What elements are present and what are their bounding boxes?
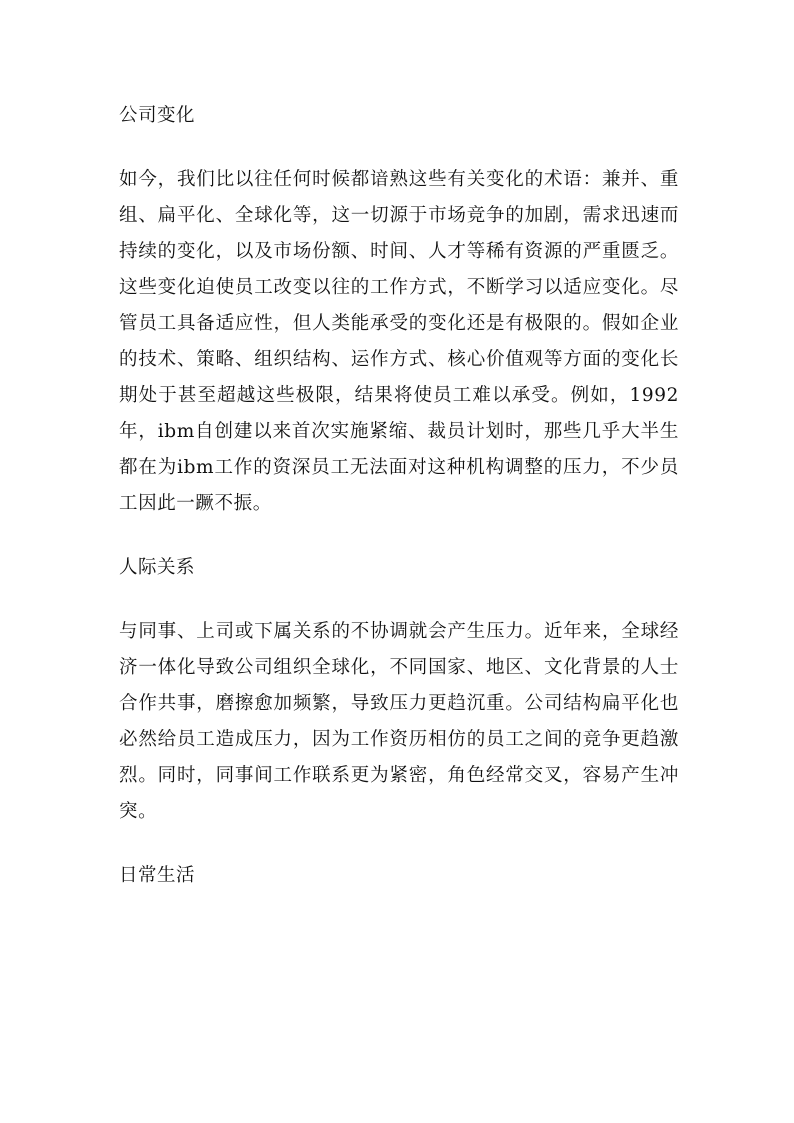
section-paragraph-company-change: 如今，我们比以往任何时候都谙熟这些有关变化的术语：兼并、重组、扁平化、全球化等，这一切源于市场竞争的加剧，需求迅速而持续的变化，以及市场份额、时间、人才等稀有资源的严重匮乏。这些变化迫使员工改变以往的工作方式，不断学习以适应变化。尽管员工具备适应性，但人类能承受的变化还是有极限的。假如企业的技术、策略、组织结构、运作方式、核心价值观等方面的变化长期处于甚至超越这些极限，结果将使员工难以承受。例如，1992年，ibm自创建以来首次实施紧缩、裁员计划时，那些几乎大半生都在为ibm工作的资深员工无法面对这种机构调整的压力，不少员工因此一蹶不振。 <box>119 169 679 514</box>
section-heading-daily-life: 日常生活 <box>119 865 196 886</box>
document-body <box>119 98 679 922</box>
section-heading-company-change: 公司变化 <box>119 105 196 126</box>
section-heading-relationships: 人际关系 <box>119 557 196 578</box>
section-paragraph-relationships: 与同事、上司或下属关系的不协调就会产生压力。近年来，全球经济一体化导致公司组织全球化，不同国家、地区、文化背景的人士合作共事，磨擦愈加频繁，导致压力更趋沉重。公司结构扁平化也必然给员工造成压力，因为工作资历相仿的员工之间的竞争更趋激烈。同时，同事间工作联系更为紧密，角色经常交叉，容易产生冲突。 <box>119 621 679 822</box>
